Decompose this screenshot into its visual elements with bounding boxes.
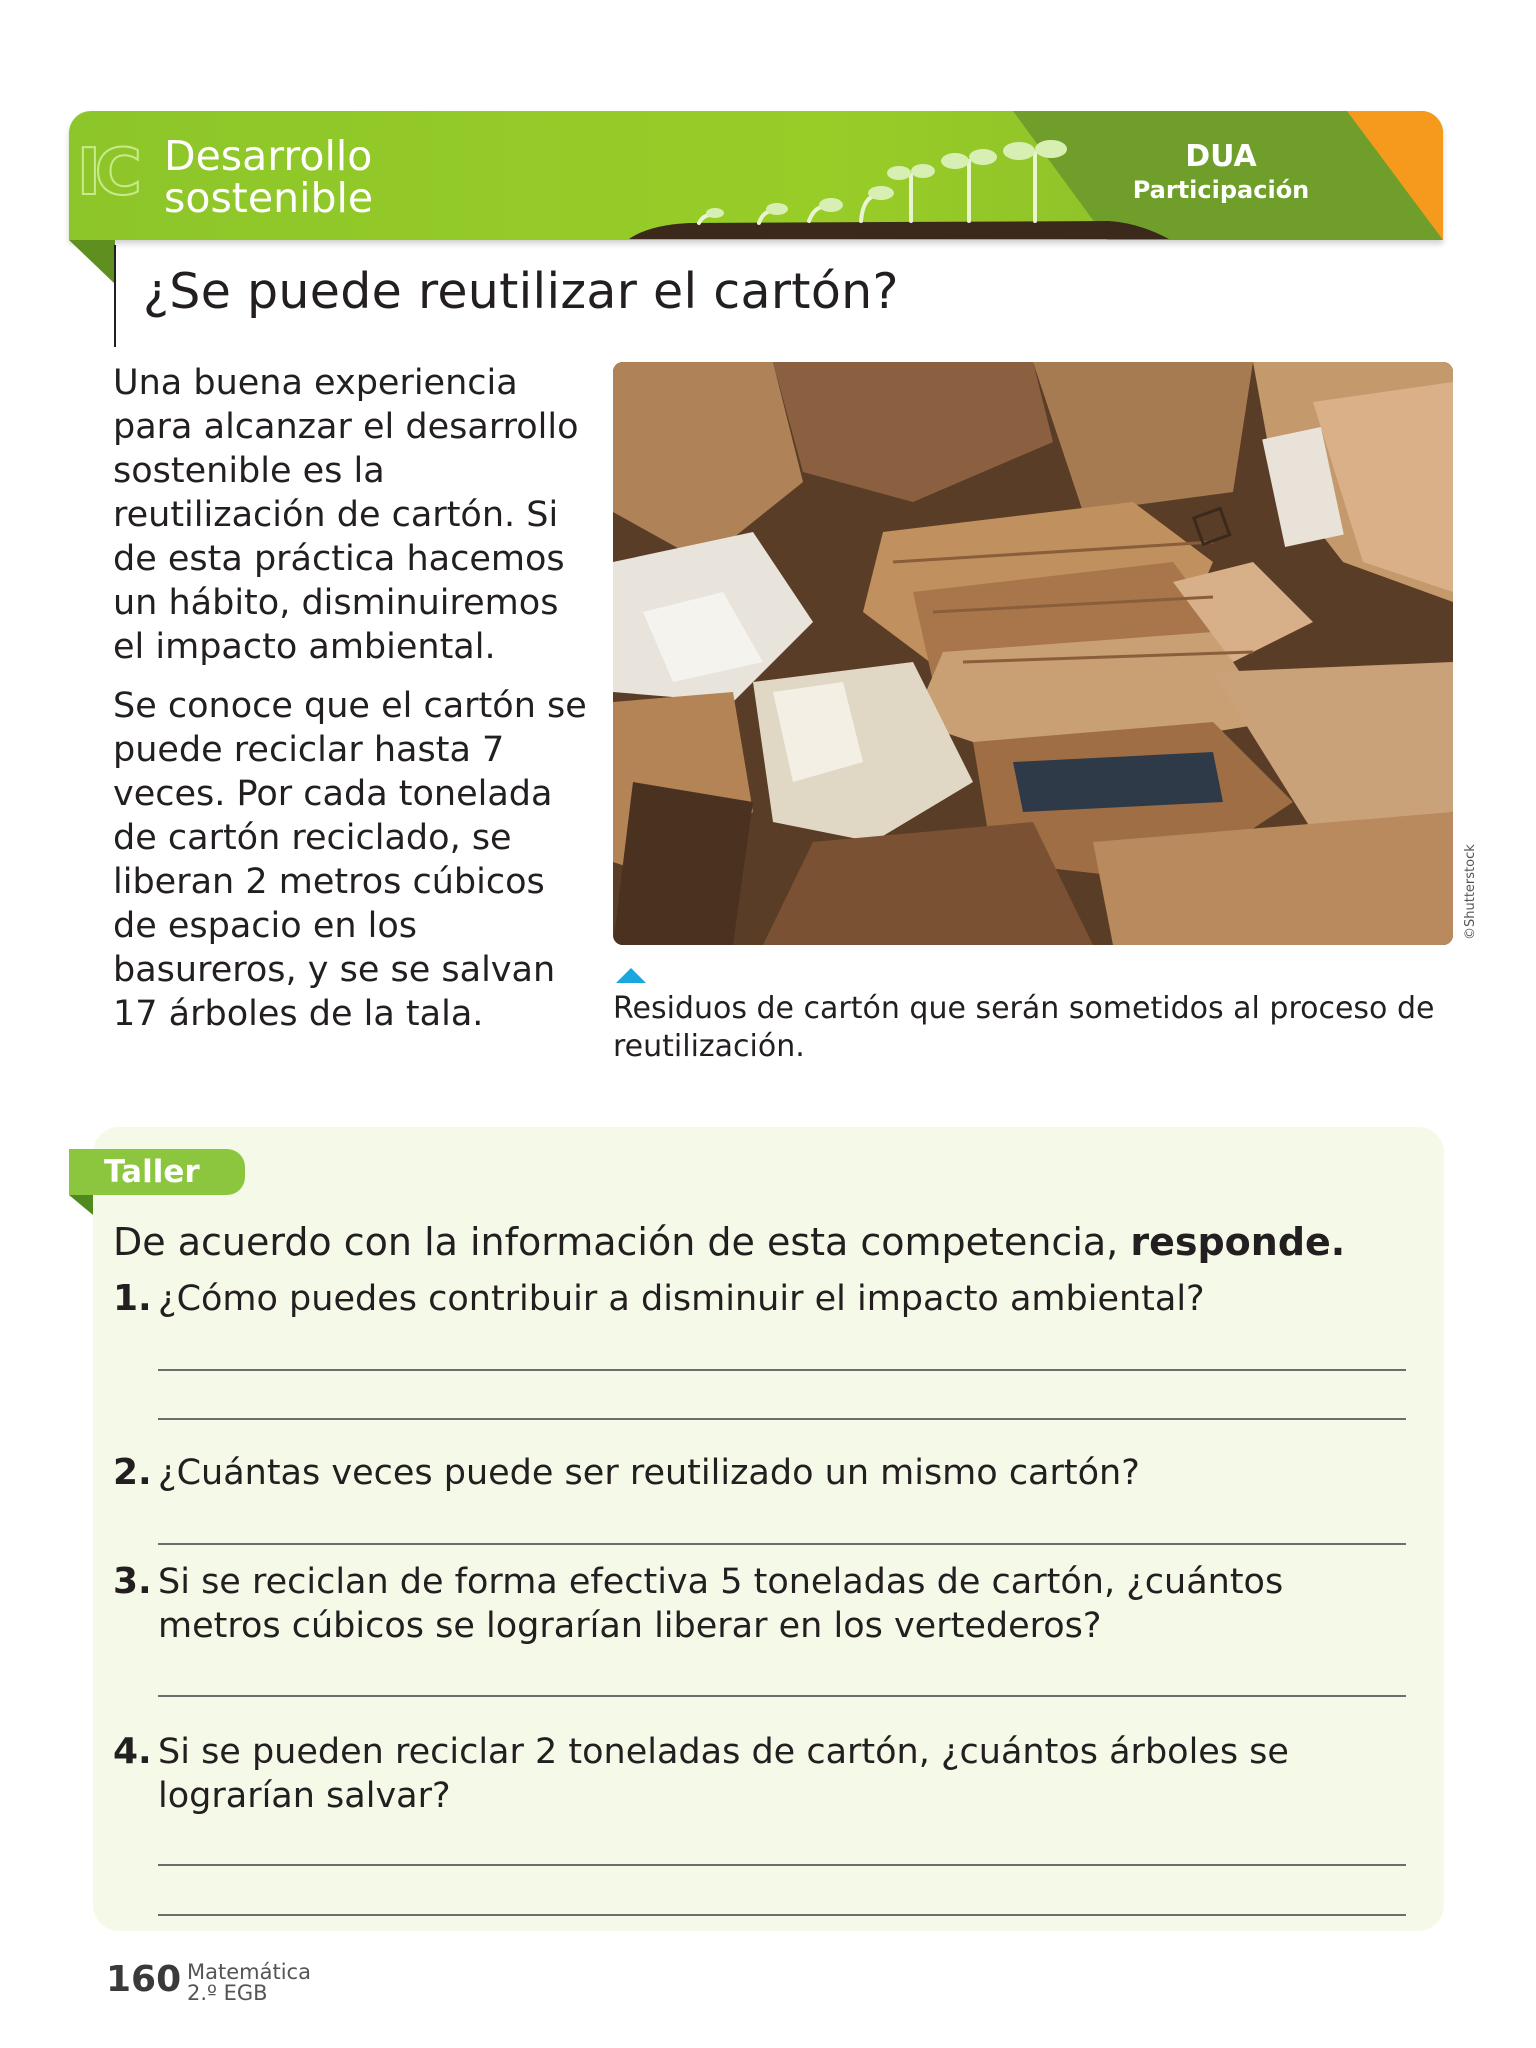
body-paragraph-2: Se conoce que el cartón se puede reciclar hasta 7 veces. Por cada tonelada de cartón reciclado, se liberan 2 metros cúbicos de espacio en los basureros, y se se salvan 17 árboles de la tala.: [113, 686, 587, 1034]
question-4: [113, 1730, 1408, 1818]
title-rule: [114, 245, 116, 347]
grade-label: 2.º EGB: [187, 1981, 268, 2005]
question-number: 1.: [113, 1278, 152, 1319]
cardboard-photo: [613, 362, 1453, 945]
section-title-line2: sostenible: [164, 174, 374, 222]
taller-intro: [113, 1214, 1345, 1270]
page-number: 160: [106, 1959, 182, 2000]
body-paragraph-1: Una buena experiencia para alcanzar el desarrollo sostenible es la reutilización de cartón. Si de esta práctica hacemos un hábito, disminuiremos el impacto ambiental.: [113, 363, 579, 667]
section-title: [164, 132, 374, 222]
sprouts-soil-icon: [629, 131, 1189, 240]
question-number: 2.: [113, 1452, 152, 1493]
answer-line[interactable]: [158, 1914, 1406, 1916]
cardboard-pile-image: [613, 362, 1453, 945]
answer-line[interactable]: [158, 1695, 1406, 1697]
subject-name: Matemática: [187, 1960, 311, 1984]
taller-tab-fold: [69, 1195, 93, 1215]
banner-fold: [69, 240, 115, 284]
question-3: [113, 1560, 1408, 1648]
subject-label: [187, 1962, 311, 2004]
page-title: ¿Se puede reutilizar el cartón?: [143, 263, 899, 320]
taller-intro-bold: responde.: [1130, 1220, 1346, 1264]
body-text: [113, 361, 593, 1051]
answer-line[interactable]: [158, 1369, 1406, 1371]
question-2: [113, 1451, 1408, 1495]
dua-subtitle: Participación: [1132, 176, 1310, 204]
question-number: 4.: [113, 1731, 152, 1772]
question-text: Si se reciclan de forma efectiva 5 toneladas de cartón, ¿cuántos metros cúbicos se lograrían liberar en los vertederos?: [158, 1562, 1284, 1646]
taller-tab: Taller: [69, 1149, 245, 1195]
question-number: 3.: [113, 1561, 152, 1602]
ic-logo-icon: IC: [77, 136, 136, 210]
question-text: ¿Cómo puedes contribuir a disminuir el impacto ambiental?: [158, 1279, 1205, 1319]
question-text: ¿Cuántas veces puede ser reutilizado un mismo cartón?: [158, 1453, 1140, 1493]
question-text: Si se pueden reciclar 2 toneladas de cartón, ¿cuántos árboles se lograrían salvar?: [158, 1732, 1289, 1816]
taller-intro-text: De acuerdo con la información de esta competencia,: [113, 1220, 1119, 1264]
dua-title: DUA: [1185, 139, 1257, 174]
section-title-line1: Desarrollo: [164, 132, 373, 180]
dua-badge: [1121, 139, 1321, 205]
caption-arrow-icon: [616, 968, 646, 983]
section-banner: [69, 111, 1443, 240]
answer-line[interactable]: [158, 1418, 1406, 1420]
answer-line[interactable]: [158, 1543, 1406, 1545]
question-1: [113, 1277, 1408, 1321]
answer-line[interactable]: [158, 1864, 1406, 1866]
photo-credit: ©Shutterstock: [1463, 844, 1478, 940]
photo-caption: Residuos de cartón que serán sometidos al proceso de reutilización.: [613, 991, 1435, 1064]
